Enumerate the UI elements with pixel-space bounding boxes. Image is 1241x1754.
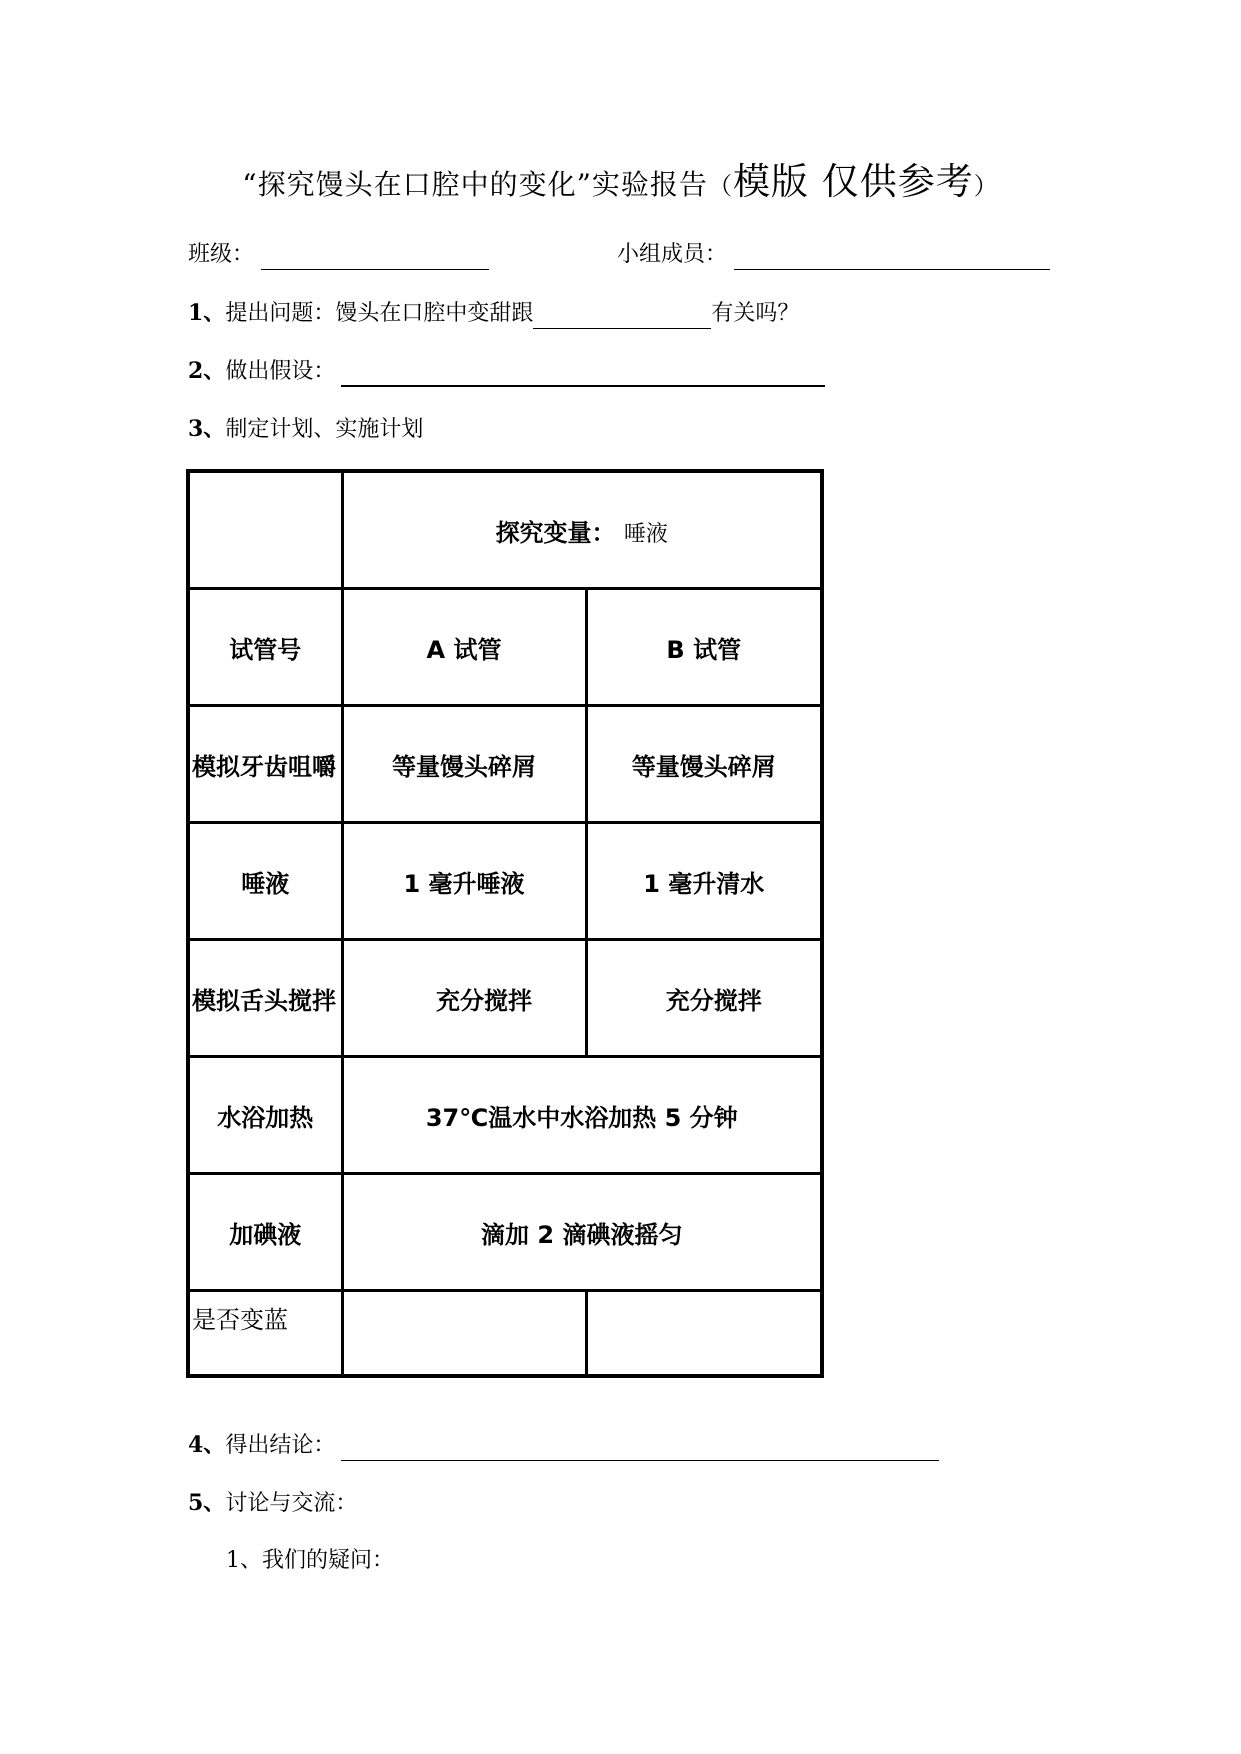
step-2-number: 2、 — [188, 358, 226, 384]
experiment-table — [186, 469, 824, 1378]
row-label: 水浴加热 — [188, 1057, 342, 1174]
conclusion-blank[interactable] — [341, 1434, 939, 1461]
title-main: “探究馒头在口腔中的变化”实验报告 — [242, 168, 708, 201]
table-row-merged — [188, 1057, 822, 1174]
cell-a: 等量馒头碎屑 — [342, 706, 586, 823]
cell-a: A 试管 — [342, 589, 586, 706]
title-template-note: 模版 仅供参考 — [732, 160, 974, 203]
title-paren-open: （ — [707, 172, 733, 200]
table-row — [188, 589, 822, 706]
title-paren-close: ） — [973, 172, 999, 200]
hypothesis-blank[interactable] — [341, 359, 825, 387]
step-3 — [188, 414, 423, 445]
merged-cell: 37℃温水中水浴加热 5 分钟 — [342, 1057, 822, 1174]
step-1 — [188, 298, 799, 329]
step-5-number: 5、 — [188, 1490, 226, 1516]
table-row — [188, 706, 822, 823]
step-1-tail: 有关吗？ — [711, 301, 800, 326]
table-row — [188, 940, 822, 1057]
table-row-merged — [188, 1174, 822, 1291]
result-cell-b[interactable] — [586, 1291, 822, 1377]
step-2-text: 做出假设： — [225, 359, 336, 384]
step-2 — [188, 356, 825, 387]
class-label: 班级： — [188, 242, 255, 267]
table-row-variable — [188, 471, 822, 589]
step-5 — [188, 1488, 357, 1519]
group-label: 小组成员： — [617, 242, 728, 267]
row-label: 唾液 — [188, 823, 342, 940]
group-members-blank[interactable] — [734, 243, 1050, 270]
variable-value: 唾液 — [623, 521, 668, 547]
table-row — [188, 823, 822, 940]
cell-b: 等量馒头碎屑 — [586, 706, 822, 823]
step-5-text: 讨论与交流： — [225, 1491, 358, 1516]
result-cell-a[interactable] — [342, 1291, 586, 1377]
class-blank[interactable] — [261, 243, 489, 270]
step-4-text: 得出结论： — [225, 1433, 336, 1458]
merged-cell: 滴加 2 滴碘液摇匀 — [342, 1174, 822, 1291]
step-4 — [188, 1430, 939, 1461]
row-label: 加碘液 — [188, 1174, 342, 1291]
step-1-blank[interactable] — [533, 302, 711, 329]
step-1-text: 提出问题：馒头在口腔中变甜跟 — [225, 301, 534, 326]
step-4-number: 4、 — [188, 1432, 226, 1458]
cell-a: 1 毫升唾液 — [342, 823, 586, 940]
row-label: 试管号 — [188, 589, 342, 706]
step-5-sub-text: 1、我们的疑问： — [226, 1548, 394, 1573]
step-1-number: 1、 — [188, 300, 226, 326]
class-line — [188, 240, 489, 270]
table-row-result — [188, 1291, 822, 1377]
row-label: 模拟舌头搅拌 — [188, 940, 342, 1057]
group-line — [617, 240, 1050, 270]
row-label: 模拟牙齿咀嚼 — [188, 706, 342, 823]
cell-b: 充分搅拌 — [586, 940, 822, 1057]
variable-cell — [342, 471, 822, 589]
step-3-text: 制定计划、实施计划 — [225, 417, 424, 442]
table-corner-cell — [188, 471, 342, 589]
step-5-sub — [226, 1546, 394, 1576]
step-3-number: 3、 — [188, 416, 226, 442]
row-label: 是否变蓝 — [188, 1291, 342, 1377]
cell-b: B 试管 — [586, 589, 822, 706]
document-title — [0, 158, 1241, 210]
variable-label: 探究变量： — [495, 518, 616, 547]
cell-a: 充分搅拌 — [342, 940, 586, 1057]
cell-b: 1 毫升清水 — [586, 823, 822, 940]
